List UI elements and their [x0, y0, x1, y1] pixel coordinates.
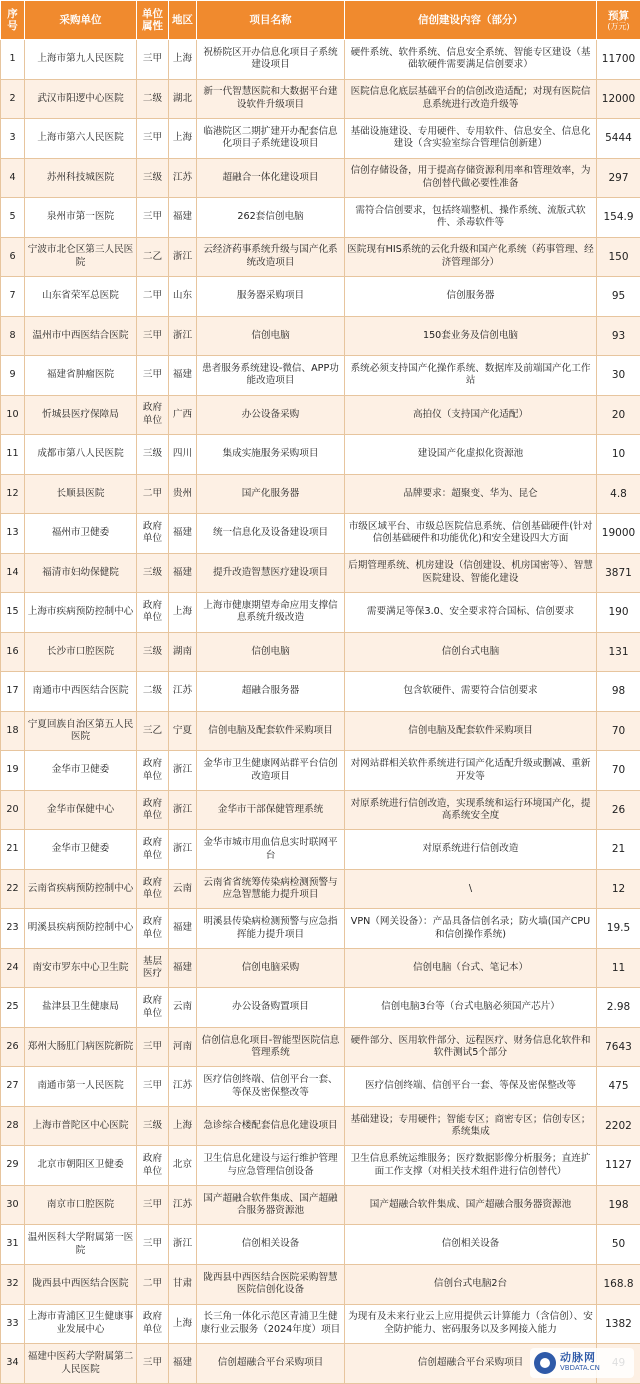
cell-no: 28: [1, 1106, 25, 1146]
cell-region: 云南: [169, 988, 197, 1028]
header-budget: [597, 1, 640, 40]
cell-budget: 30: [597, 356, 640, 396]
cell-content: 对原系统进行信创改造: [345, 830, 597, 870]
cell-region: 福建: [169, 909, 197, 949]
cell-content: 信创服务器: [345, 277, 597, 317]
cell-attr: 政府单位: [137, 909, 169, 949]
cell-no: 34: [1, 1344, 25, 1384]
cell-budget: 50: [597, 1225, 640, 1265]
cell-attr: 三甲: [137, 198, 169, 238]
cell-region: 上海: [169, 119, 197, 159]
cell-region: 上海: [169, 593, 197, 633]
table-row: [1, 316, 640, 356]
table-row: [1, 632, 640, 672]
table-row: [1, 869, 640, 909]
cell-no: 23: [1, 909, 25, 949]
cell-attr: 政府单位: [137, 593, 169, 633]
header-unit: 采购单位: [25, 1, 137, 40]
table-row: [1, 988, 640, 1028]
header-attr: 单位属性: [137, 1, 169, 40]
cell-region: 浙江: [169, 237, 197, 277]
cell-region: 福建: [169, 514, 197, 554]
table-header-row: [1, 1, 640, 40]
cell-region: 云南: [169, 869, 197, 909]
cell-budget: 297: [597, 158, 640, 198]
cell-budget: 190: [597, 593, 640, 633]
cell-unit: 宁波市北仑区第三人民医院: [25, 237, 137, 277]
cell-unit: 宁夏回族自治区第五人民医院: [25, 711, 137, 751]
cell-content: 高拍仪（支持国产化适配）: [345, 395, 597, 435]
cell-no: 14: [1, 553, 25, 593]
table-body: [1, 40, 640, 1384]
cell-budget: 475: [597, 1067, 640, 1107]
cell-budget: 12000: [597, 79, 640, 119]
table-row: [1, 751, 640, 791]
cell-budget: 98: [597, 672, 640, 712]
table-row: [1, 553, 640, 593]
cell-attr: 三甲: [137, 356, 169, 396]
cell-unit: 金华市保健中心: [25, 790, 137, 830]
cell-project: 金华市城市用血信息实时联网平台: [197, 830, 345, 870]
cell-budget: 168.8: [597, 1264, 640, 1304]
cell-region: 湖北: [169, 79, 197, 119]
cell-attr: 政府单位: [137, 1304, 169, 1344]
cell-content: 信创台式电脑2台: [345, 1264, 597, 1304]
cell-project: 超融合服务器: [197, 672, 345, 712]
cell-content: 150套业务及信创电脑: [345, 316, 597, 356]
cell-no: 12: [1, 474, 25, 514]
cell-project: 临港院区二期扩建开办配套信息化项目子系统建设项目: [197, 119, 345, 159]
cell-region: 江苏: [169, 672, 197, 712]
cell-attr: 政府单位: [137, 395, 169, 435]
cell-unit: 上海市第九人民医院: [25, 40, 137, 80]
cell-project: 统一信息化及设备建设项目: [197, 514, 345, 554]
cell-unit: 武汉市阳逻中心医院: [25, 79, 137, 119]
cell-region: 上海: [169, 1106, 197, 1146]
cell-unit: 南安市罗东中心卫生院: [25, 948, 137, 988]
cell-unit: 温州市中西医结合医院: [25, 316, 137, 356]
cell-attr: 三甲: [137, 1344, 169, 1384]
cell-project: 信创相关设备: [197, 1225, 345, 1265]
cell-project: 祝桥院区开办信息化项目子系统建设项目: [197, 40, 345, 80]
cell-no: 3: [1, 119, 25, 159]
cell-unit: 福建省肿瘤医院: [25, 356, 137, 396]
cell-unit: 陇西县中西医结合医院: [25, 1264, 137, 1304]
cell-budget: 20: [597, 395, 640, 435]
table-row: [1, 198, 640, 238]
cell-no: 21: [1, 830, 25, 870]
cell-region: 山东: [169, 277, 197, 317]
table-row: [1, 1225, 640, 1265]
cell-unit: 泉州市第一医院: [25, 198, 137, 238]
cell-no: 15: [1, 593, 25, 633]
table-row: [1, 948, 640, 988]
cell-budget: 70: [597, 711, 640, 751]
table-row: [1, 830, 640, 870]
cell-project: 办公设备采购: [197, 395, 345, 435]
cell-no: 6: [1, 237, 25, 277]
cell-budget: 150: [597, 237, 640, 277]
cell-budget: 198: [597, 1185, 640, 1225]
table-row: [1, 158, 640, 198]
cell-attr: 三级: [137, 632, 169, 672]
cell-no: 25: [1, 988, 25, 1028]
table-row: [1, 593, 640, 633]
cell-region: 福建: [169, 1344, 197, 1384]
cell-unit: 苏州科技城医院: [25, 158, 137, 198]
cell-attr: 三甲: [137, 119, 169, 159]
cell-attr: 二甲: [137, 277, 169, 317]
cell-budget: 19.5: [597, 909, 640, 949]
cell-budget: 5444: [597, 119, 640, 159]
cell-no: 31: [1, 1225, 25, 1265]
cell-content: 医院现有HIS系统的云化升级和国产化系统（药事管理、经济管理部分）: [345, 237, 597, 277]
cell-unit: 郑州大肠肛门病医院新院: [25, 1027, 137, 1067]
cell-unit: 明溪县疾病预防控制中心: [25, 909, 137, 949]
cell-content: 后期管理系统、机房建设（信创建设、机房国密等）、智慧医院建设、智能化建设: [345, 553, 597, 593]
cell-region: 福建: [169, 198, 197, 238]
cell-unit: 上海市青浦区卫生健康事业发展中心: [25, 1304, 137, 1344]
table-row: [1, 435, 640, 475]
cell-attr: 三级: [137, 435, 169, 475]
cell-attr: 三甲: [137, 1027, 169, 1067]
cell-content: 信创存储设备，用于提高存储资源利用率和管理效率，为信创替代做必要性准备: [345, 158, 597, 198]
cell-attr: 政府单位: [137, 790, 169, 830]
cell-no: 16: [1, 632, 25, 672]
cell-content: 信创台式电脑: [345, 632, 597, 672]
cell-region: 四川: [169, 435, 197, 475]
table-row: [1, 711, 640, 751]
cell-budget: 10: [597, 435, 640, 475]
table-row: [1, 672, 640, 712]
cell-content: 信创相关设备: [345, 1225, 597, 1265]
cell-content: VPN（网关设备）：产品具备信创名录；防火墙(国产CPU和信创操作系统): [345, 909, 597, 949]
cell-content: 系统必须支持国产化操作系统、数据库及前端国产化工作站: [345, 356, 597, 396]
cell-attr: 二乙: [137, 237, 169, 277]
cell-unit: 长沙市口腔医院: [25, 632, 137, 672]
table-row: [1, 1027, 640, 1067]
cell-budget: 154.9: [597, 198, 640, 238]
cell-no: 33: [1, 1304, 25, 1344]
cell-attr: 政府单位: [137, 751, 169, 791]
cell-project: 信创电脑: [197, 316, 345, 356]
header-content: 信创建设内容（部分）: [345, 1, 597, 40]
cell-unit: 温州医科大学附属第一医院: [25, 1225, 137, 1265]
table-row: [1, 909, 640, 949]
cell-budget: 11: [597, 948, 640, 988]
watermark: [530, 1348, 634, 1378]
cell-project: 急诊综合楼配套信息化建设项目: [197, 1106, 345, 1146]
table-row: [1, 395, 640, 435]
cell-attr: 政府单位: [137, 988, 169, 1028]
cell-unit: 上海市疾病预防控制中心: [25, 593, 137, 633]
cell-content: 对原系统进行信创改造，实现系统和运行环境国产化，提高系统安全度: [345, 790, 597, 830]
cell-project: 信创信息化项目-智能型医院信息管理系统: [197, 1027, 345, 1067]
cell-attr: 政府单位: [137, 514, 169, 554]
cell-attr: 三级: [137, 158, 169, 198]
cell-content: 品牌要求：超聚变、华为、昆仑: [345, 474, 597, 514]
cell-region: 福建: [169, 356, 197, 396]
cell-unit: 南通市第一人民医院: [25, 1067, 137, 1107]
cell-no: 4: [1, 158, 25, 198]
cell-region: 福建: [169, 948, 197, 988]
table-row: [1, 1106, 640, 1146]
cell-project: 医疗信创终端、信创平台一套、等保及密保整改等: [197, 1067, 345, 1107]
cell-attr: 二级: [137, 672, 169, 712]
cell-budget: 26: [597, 790, 640, 830]
cell-project: 上海市健康期望寿命应用支撑信息系统升级改造: [197, 593, 345, 633]
cell-region: 浙江: [169, 316, 197, 356]
cell-no: 2: [1, 79, 25, 119]
cell-unit: 福州市卫健委: [25, 514, 137, 554]
cell-content: 信创超融合平台采购项目: [345, 1344, 597, 1384]
cell-unit: 云南省疾病预防控制中心: [25, 869, 137, 909]
cell-project: 明溪县传染病检测预警与应急指挥能力提升项目: [197, 909, 345, 949]
cell-no: 30: [1, 1185, 25, 1225]
cell-unit: 盐津县卫生健康局: [25, 988, 137, 1028]
cell-region: 浙江: [169, 1225, 197, 1265]
cell-project: 服务器采购项目: [197, 277, 345, 317]
table-row: [1, 790, 640, 830]
cell-no: 13: [1, 514, 25, 554]
cell-project: 长三角一体化示范区青浦卫生健康行业云服务（2024年度）项目: [197, 1304, 345, 1344]
cell-budget: 1382: [597, 1304, 640, 1344]
cell-project: 卫生信息化建设与运行维护管理与应急管理信创设备: [197, 1146, 345, 1186]
watermark-en: VBDATA.CN: [560, 1364, 600, 1372]
watermark-text: [560, 1352, 600, 1374]
cell-budget: 2202: [597, 1106, 640, 1146]
cell-content: 卫生信息系统运维服务；医疗数据影像分析服务；直连扩面工作支撑（对相关技术组件进行信创替代）: [345, 1146, 597, 1186]
cell-budget: 12: [597, 869, 640, 909]
cell-project: 信创电脑采购: [197, 948, 345, 988]
cell-attr: 基层医疗: [137, 948, 169, 988]
cell-no: 20: [1, 790, 25, 830]
cell-project: 国产超融合软件集成、国产超融合服务器资源池: [197, 1185, 345, 1225]
cell-budget: 7643: [597, 1027, 640, 1067]
cell-no: 10: [1, 395, 25, 435]
cell-region: 北京: [169, 1146, 197, 1186]
cell-region: 贵州: [169, 474, 197, 514]
cell-unit: 福清市妇幼保健院: [25, 553, 137, 593]
cell-region: 宁夏: [169, 711, 197, 751]
header-region: 地区: [169, 1, 197, 40]
cell-project: 新一代智慧医院和大数据平台建设软件升级项目: [197, 79, 345, 119]
cell-project: 信创电脑及配套软件采购项目: [197, 711, 345, 751]
cell-budget: 4.8: [597, 474, 640, 514]
cell-budget: 131: [597, 632, 640, 672]
cell-region: 江苏: [169, 1067, 197, 1107]
cell-no: 7: [1, 277, 25, 317]
cell-budget: 21: [597, 830, 640, 870]
cell-project: 集成实施服务采购项目: [197, 435, 345, 475]
cell-project: 云经济药事系统升级与国产化系统改造项目: [197, 237, 345, 277]
cell-content: 硬件部分、医用软件部分、远程医疗、财务信息化软件和软件测试5个部分: [345, 1027, 597, 1067]
table-row: [1, 1304, 640, 1344]
cell-no: 1: [1, 40, 25, 80]
table-row: [1, 277, 640, 317]
cell-unit: 金华市卫健委: [25, 751, 137, 791]
cell-no: 22: [1, 869, 25, 909]
cell-region: 江苏: [169, 1185, 197, 1225]
watermark-cn: 动脉网: [560, 1351, 596, 1364]
cell-no: 11: [1, 435, 25, 475]
table-row: [1, 1146, 640, 1186]
table-row: [1, 1067, 640, 1107]
cell-region: 广西: [169, 395, 197, 435]
cell-project: 陇西县中西医结合医院采购智慧医院信创化设备: [197, 1264, 345, 1304]
cell-no: 17: [1, 672, 25, 712]
cell-no: 18: [1, 711, 25, 751]
cell-region: 福建: [169, 553, 197, 593]
cell-no: 9: [1, 356, 25, 396]
cell-no: 5: [1, 198, 25, 238]
cell-unit: 忻城县医疗保障局: [25, 395, 137, 435]
cell-attr: 二级: [137, 79, 169, 119]
cell-content: 医疗信创终端、信创平台一套、等保及密保整改等: [345, 1067, 597, 1107]
cell-no: 26: [1, 1027, 25, 1067]
cell-attr: 三甲: [137, 316, 169, 356]
cell-content: 信创电脑（台式、笔记本）: [345, 948, 597, 988]
cell-attr: 三级: [137, 1106, 169, 1146]
cell-project: 超融合一体化建设项目: [197, 158, 345, 198]
cell-unit: 南通市中西医结合医院: [25, 672, 137, 712]
cell-project: 信创超融合平台采购项目: [197, 1344, 345, 1384]
cell-content: 建设国产化虚拟化资源池: [345, 435, 597, 475]
cell-unit: 上海市普陀区中心医院: [25, 1106, 137, 1146]
cell-budget: 95: [597, 277, 640, 317]
cell-content: 医院信息化底层基础平台的信创改造适配；对现有医院信息系统进行改造升级等: [345, 79, 597, 119]
cell-project: 金华市干部保健管理系统: [197, 790, 345, 830]
table-row: [1, 79, 640, 119]
cell-attr: 三甲: [137, 1067, 169, 1107]
cell-project: 云南省省统筹传染病检测预警与应急智慧能力提升项目: [197, 869, 345, 909]
cell-unit: 长顺县医院: [25, 474, 137, 514]
cell-content: 对网站群相关软件系统进行国产化适配升级或删减、重新开发等: [345, 751, 597, 791]
cell-no: 19: [1, 751, 25, 791]
cell-unit: 金华市卫健委: [25, 830, 137, 870]
header-project: 项目名称: [197, 1, 345, 40]
header-budget-unit: (万元): [607, 21, 630, 31]
cell-region: 浙江: [169, 790, 197, 830]
table-row: [1, 474, 640, 514]
cell-region: 上海: [169, 40, 197, 80]
cell-project: 金华市卫生健康网站群平台信创改造项目: [197, 751, 345, 791]
cell-no: 27: [1, 1067, 25, 1107]
cell-content: 基础设施建设、专用硬件、专用软件、信息安全、信息化建设（含实验室综合管理信创新建）: [345, 119, 597, 159]
cell-region: 河南: [169, 1027, 197, 1067]
cell-attr: 政府单位: [137, 869, 169, 909]
cell-project: 262套信创电脑: [197, 198, 345, 238]
cell-content: 包含软硬件、需要符合信创要求: [345, 672, 597, 712]
cell-attr: 三级: [137, 553, 169, 593]
cell-attr: 三甲: [137, 1185, 169, 1225]
cell-content: 硬件系统、软件系统、信息安全系统、智能专区建设（基础软硬件需要满足信创要求）: [345, 40, 597, 80]
cell-region: 湖南: [169, 632, 197, 672]
cell-project: 患者服务系统建设-微信、APP功能改造项目: [197, 356, 345, 396]
cell-attr: 三乙: [137, 711, 169, 751]
vbdata-logo-icon: [534, 1352, 556, 1374]
cell-budget: 93: [597, 316, 640, 356]
cell-attr: 政府单位: [137, 1146, 169, 1186]
cell-project: 信创电脑: [197, 632, 345, 672]
cell-budget: 19000: [597, 514, 640, 554]
cell-budget: 2.98: [597, 988, 640, 1028]
cell-unit: 上海市第六人民医院: [25, 119, 137, 159]
cell-region: 江苏: [169, 158, 197, 198]
cell-no: 29: [1, 1146, 25, 1186]
cell-content: 信创电脑3台等（台式电脑必须国产芯片）: [345, 988, 597, 1028]
cell-attr: 三甲: [137, 1225, 169, 1265]
cell-attr: 二甲: [137, 474, 169, 514]
cell-attr: 三甲: [137, 40, 169, 80]
table-row: [1, 514, 640, 554]
cell-no: 32: [1, 1264, 25, 1304]
cell-region: 甘肃: [169, 1264, 197, 1304]
cell-project: 办公设备购置项目: [197, 988, 345, 1028]
cell-attr: 政府单位: [137, 830, 169, 870]
table-row: [1, 119, 640, 159]
cell-project: 提升改造智慧医疗建设项目: [197, 553, 345, 593]
cell-budget: 11700: [597, 40, 640, 80]
table-row: [1, 237, 640, 277]
cell-content: 信创电脑及配套软件采购项目: [345, 711, 597, 751]
cell-no: 24: [1, 948, 25, 988]
cell-region: 上海: [169, 1304, 197, 1344]
cell-budget: 1127: [597, 1146, 640, 1186]
cell-content: 国产超融合软件集成、国产超融合服务器资源池: [345, 1185, 597, 1225]
cell-unit: 成都市第八人民医院: [25, 435, 137, 475]
cell-region: 浙江: [169, 830, 197, 870]
header-budget-label: 预算: [608, 9, 629, 22]
cell-content: 需要满足等保3.0、安全要求符合国标、信创要求: [345, 593, 597, 633]
cell-unit: 南京市口腔医院: [25, 1185, 137, 1225]
table-row: [1, 356, 640, 396]
cell-budget: 70: [597, 751, 640, 791]
table-row: [1, 1264, 640, 1304]
cell-content: 需符合信创要求，包括终端整机、操作系统、流版式软件、杀毒软件等: [345, 198, 597, 238]
header-no: 序号: [1, 1, 25, 40]
cell-region: 浙江: [169, 751, 197, 791]
cell-no: 8: [1, 316, 25, 356]
cell-content: \: [345, 869, 597, 909]
cell-budget: 3871: [597, 553, 640, 593]
cell-unit: 福建中医药大学附属第二人民医院: [25, 1344, 137, 1384]
cell-attr: 二甲: [137, 1264, 169, 1304]
cell-content: 市级区域平台、市级总医院信息系统、信创基础硬件(针对信创基础硬件和功能优化)和安全建设四大方面: [345, 514, 597, 554]
cell-content: 基础建设；专用硬件；智能专区；商密专区；信创专区；系统集成: [345, 1106, 597, 1146]
cell-unit: 北京市朝阳区卫健委: [25, 1146, 137, 1186]
cell-unit: 山东省荣军总医院: [25, 277, 137, 317]
cell-content: 为现有及未来行业云上应用提供云计算能力（含信创）、安全防护能力、密码服务以及多网接入能力: [345, 1304, 597, 1344]
table-row: [1, 40, 640, 80]
cell-project: 国产化服务器: [197, 474, 345, 514]
table-row: [1, 1185, 640, 1225]
